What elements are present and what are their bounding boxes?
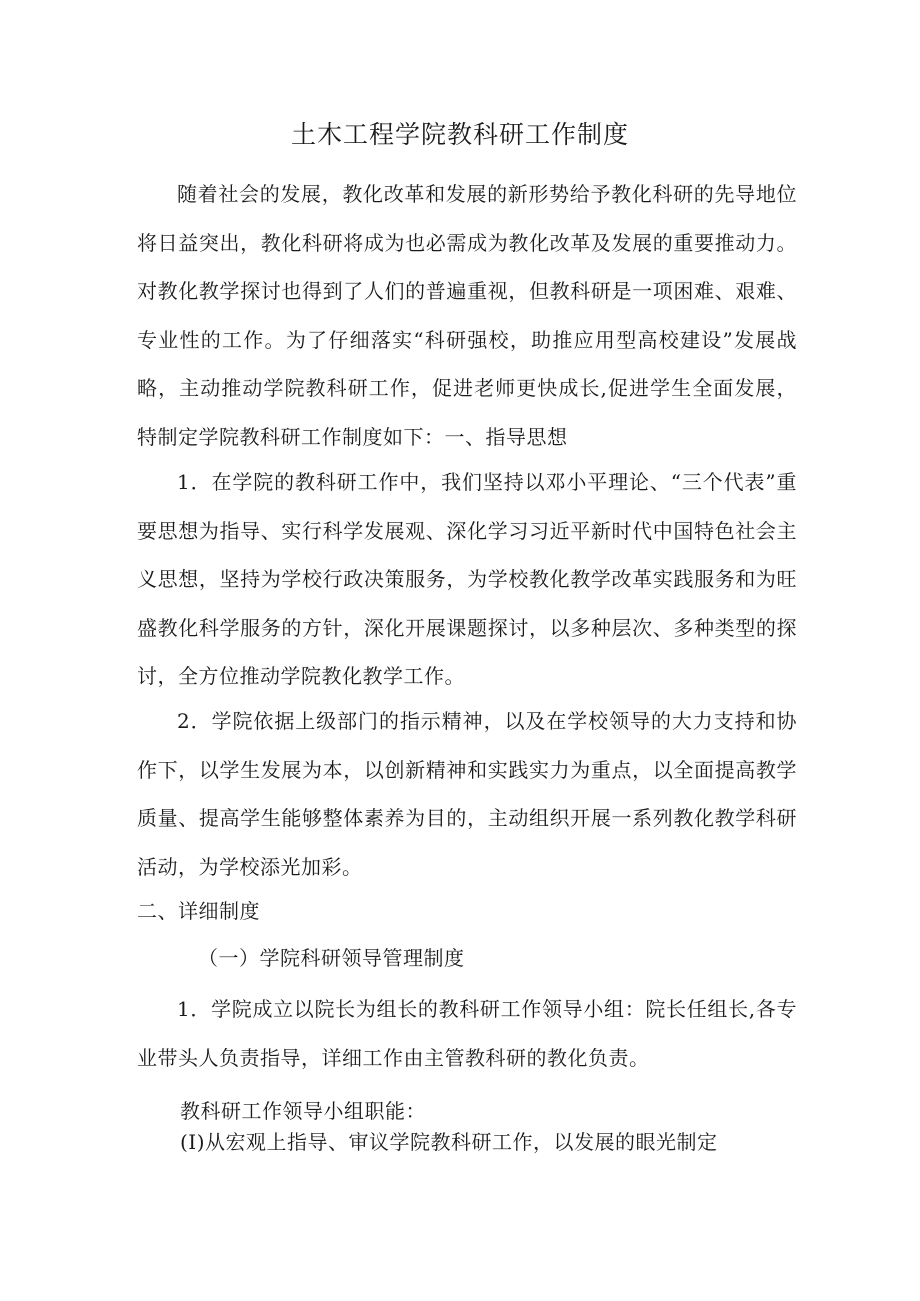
document-title: 土木工程学院教科研工作制度 [290,120,629,149]
section-heading-detailed-rules: 二、详细制度 [137,899,260,923]
rule-item-1: 1．学院成立以院长为组长的教科研工作领导小组：院长任组长,各专业带头人负责指导，详细工作由主管教科研的教化负责。 [137,997,797,1070]
intro-paragraph: 随着社会的发展，教化改革和发展的新形势给予教化科研的先导地位将日益突出，教化科研将成为也必需成为教化改革及发展的重要推动力。对教化教学探讨也得到了人们的普遍重视，但教科研是一项困难、艰难、专业性的工作。为了仔细落实“科研强校，助推应用型高校建设”发展战略，主动推动学院教科研工作，促进老师更快成长,促进学生全面发展，特制定学院教科研工作制度如下：一、指导思想 [137,182,797,449]
subsection-heading-leadership: （一）学院科研领导管理制度 [198,946,465,970]
functions-heading: 教科研工作领导小组职能： [180,1099,426,1123]
guideline-item-1: 1．在学院的教科研工作中，我们坚持以邓小平理论、“三个代表”重要思想为指导、实行科学发展观、深化学习习近平新时代中国特色社会主义思想，坚持为学校行政决策服务，为学校教化教学改革实践服务和为旺盛教化科学服务的方针，深化开展课题探讨，以多种层次、多种类型的探讨，全方位推动学院教化教学工作。 [137,470,797,688]
function-item-1: (I)从宏观上指导、审议学院教科研工作，以发展的眼光制定 [180,1130,718,1154]
guideline-item-2: 2．学院依据上级部门的指示精神，以及在学校领导的大力支持和协作下，以学生发展为本，以创新精神和实践实力为重点，以全面提高教学质量、提高学生能够整体素养为目的，主动组织开展一系列教化教学科研活动，为学校添光加彩。 [137,709,797,879]
